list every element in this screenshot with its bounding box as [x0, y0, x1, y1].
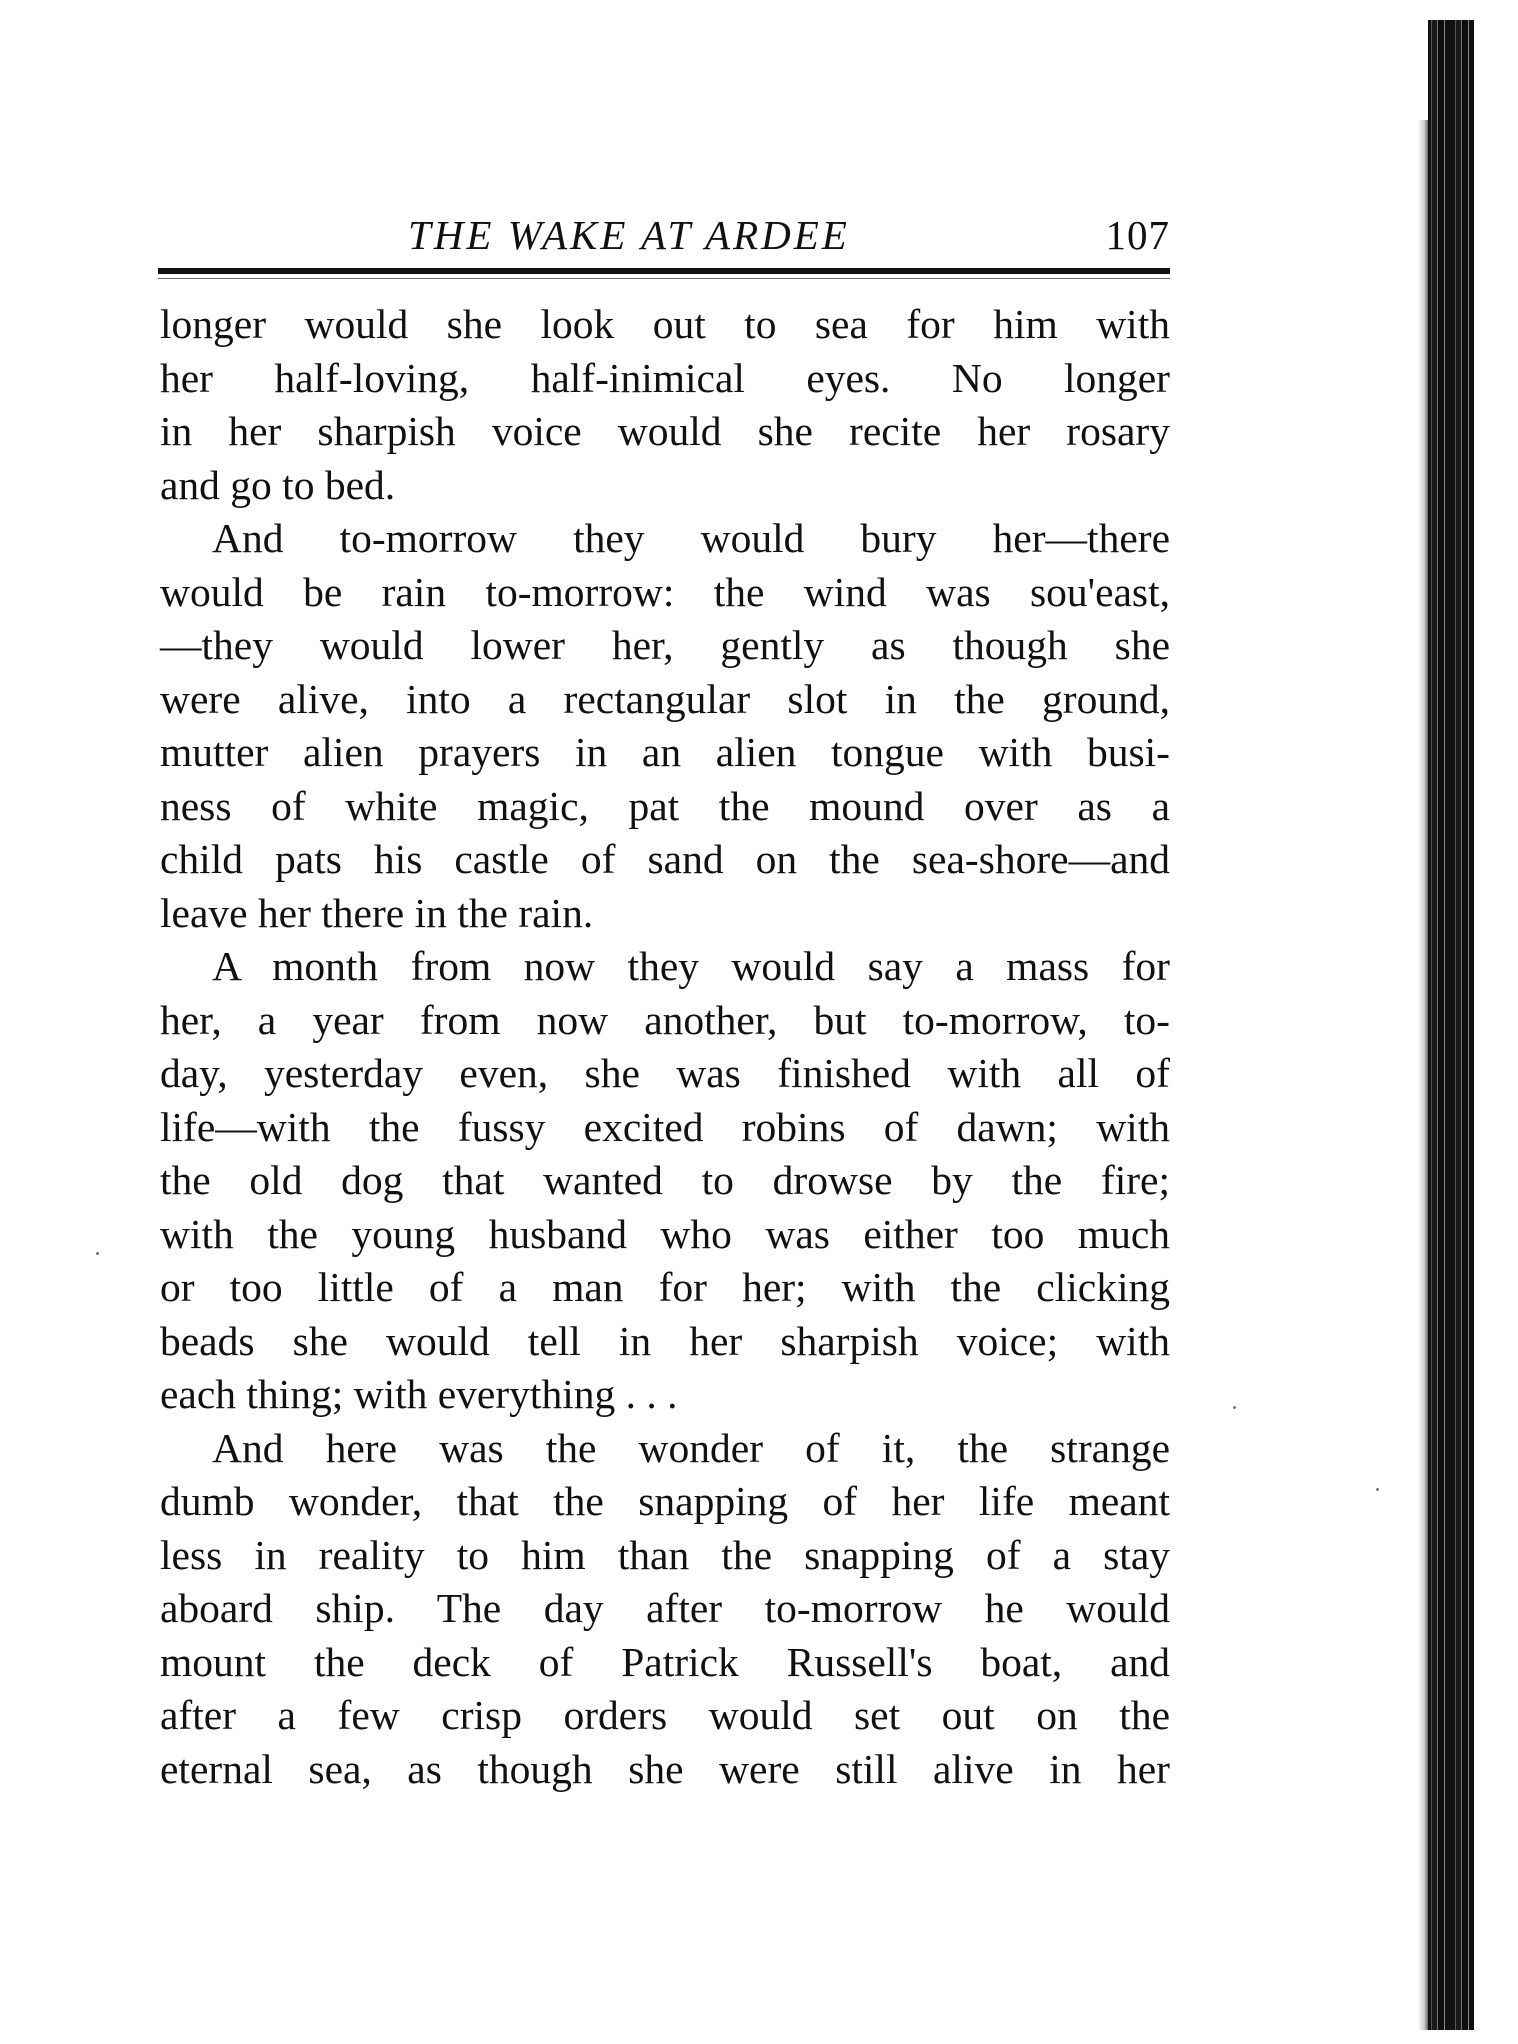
text-line: each thing; with everything . . .: [160, 1371, 678, 1417]
text-line: And here was the wonder of it, the strange: [212, 1424, 1170, 1471]
text-line: beads she would tell in her sharpish voice; with: [160, 1317, 1170, 1364]
text-line: ness of white magic, pat the mound over as a: [160, 782, 1170, 829]
page-number: 107: [1105, 212, 1170, 258]
text-line: And to-morrow they would bury her—there: [212, 515, 1170, 561]
text-line: life—with the fussy excited robins of dawn; with: [160, 1103, 1170, 1150]
text-line: the old dog that wanted to drowse by the fire;: [160, 1157, 1170, 1203]
text-line: and go to bed.: [160, 461, 396, 508]
scan-speck: [96, 1252, 99, 1255]
text-line: dumb wonder, that the snapping of her life meant: [160, 1478, 1170, 1524]
text-line: after a few crisp orders would set out on the: [160, 1692, 1170, 1738]
text-line: mount the deck of Patrick Russell's boat, and: [160, 1638, 1170, 1685]
text-line: day, yesterday even, she was finished with all of: [160, 1050, 1170, 1096]
text-line: aboard ship. The day after to-morrow he would: [160, 1585, 1170, 1631]
scan-speck: [1376, 1488, 1379, 1491]
text-line: or too little of a man for her; with the clicking: [160, 1264, 1170, 1310]
text-line: her, a year from now another, but to-morrow, to-: [160, 996, 1170, 1043]
header-rule-thin: [158, 278, 1170, 279]
running-header: [160, 205, 1170, 265]
scan-speck: [1233, 1406, 1236, 1409]
text-line: were alive, into a rectangular slot in the ground,: [160, 675, 1170, 722]
text-line: in her sharpish voice would she recite her rosary: [160, 408, 1170, 454]
body-text: [160, 298, 1170, 1796]
text-line: leave her there in the rain.: [160, 889, 594, 936]
text-line: —they would lower her, gently as though she: [160, 622, 1170, 668]
text-line: her half-loving, half-inimical eyes. No longer: [160, 354, 1170, 401]
header-rule: [158, 268, 1170, 274]
book-spine-edge: [1428, 20, 1474, 2030]
text-line: would be rain to-morrow: the wind was sou'east,: [160, 568, 1170, 615]
text-line: with the young husband who was either too much: [160, 1210, 1170, 1257]
running-title: THE WAKE AT ARDEE: [408, 212, 850, 258]
text-line: mutter alien prayers in an alien tongue with busi-: [160, 729, 1170, 775]
text-line: less in reality to him than the snapping of a stay: [160, 1531, 1170, 1578]
text-line: child pats his castle of sand on the sea-shore—and: [160, 836, 1170, 882]
text-line: eternal sea, as though she were still alive in her: [160, 1745, 1170, 1792]
text-line: A month from now they would say a mass for: [212, 943, 1170, 989]
text-line: longer would she look out to sea for him with: [160, 301, 1170, 347]
page-gutter-shadow: [1418, 120, 1428, 2030]
